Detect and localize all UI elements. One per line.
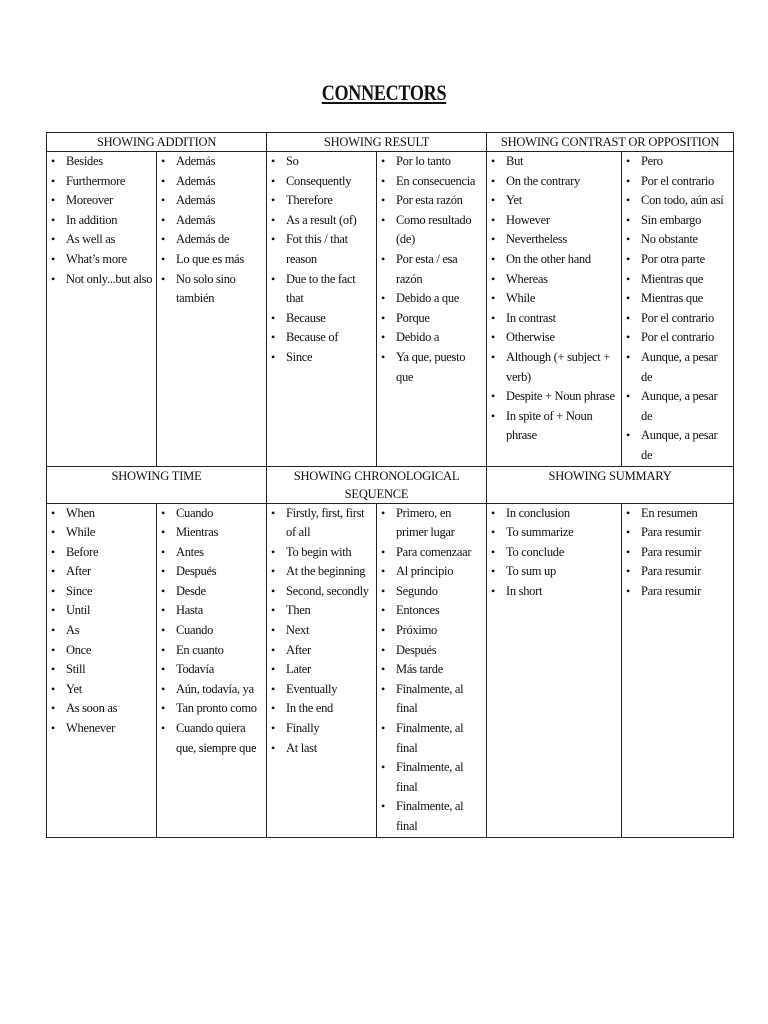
connector-list [377, 504, 486, 837]
list-item: • Además [157, 152, 266, 172]
list-item: • At last [267, 739, 376, 759]
list-item: • Por otra parte [622, 250, 733, 270]
addition-spanish-column [157, 152, 267, 467]
list-item: • In spite of + Noun phrase [487, 407, 621, 446]
list-item: • Consequently [267, 172, 376, 192]
header-showing-contrast: SHOWING CONTRAST OR OPPOSITION [487, 133, 734, 152]
list-item: • As well as [47, 230, 156, 250]
connector-list [157, 504, 266, 759]
list-item: • Por el contrario [622, 328, 733, 348]
list-item: • As a result (of) [267, 211, 376, 231]
list-item: • So [267, 152, 376, 172]
header-row-top [47, 133, 734, 152]
connector-list [487, 152, 621, 446]
list-item: • Fot this / that reason [267, 230, 376, 269]
connector-list [377, 152, 486, 387]
list-item: • In contrast [487, 309, 621, 329]
list-item: • Aunque, a pesar de [622, 426, 733, 465]
list-item: • Aunque, a pesar de [622, 348, 733, 387]
list-item: • To summarize [487, 523, 621, 543]
list-item: • As soon as [47, 699, 156, 719]
list-item: • Later [267, 660, 376, 680]
list-item: • No solo sino también [157, 270, 266, 309]
list-item: • Ya que, puesto que [377, 348, 486, 387]
list-item: • Para resumir [622, 562, 733, 582]
addition-english-column [47, 152, 157, 467]
connector-list [267, 504, 376, 759]
list-item: • On the other hand [487, 250, 621, 270]
list-item: • Con todo, aún así [622, 191, 733, 211]
list-item: • In short [487, 582, 621, 602]
list-item: • Pero [622, 152, 733, 172]
list-item: • Por esta razón [377, 191, 486, 211]
list-item: • Debido a que [377, 289, 486, 309]
list-item: • Still [47, 660, 156, 680]
header-showing-time: SHOWING TIME [47, 466, 267, 503]
list-item: • Because [267, 309, 376, 329]
list-item: • Entonces [377, 601, 486, 621]
list-item: • Finalmente, al final [377, 719, 486, 758]
list-item: • Por el contrario [622, 172, 733, 192]
list-item: • En consecuencia [377, 172, 486, 192]
list-item: • On the contrary [487, 172, 621, 192]
list-item: • Porque [377, 309, 486, 329]
list-item: • Finalmente, al final [377, 758, 486, 797]
list-item: • Para comenzaar [377, 543, 486, 563]
list-item: • Finally [267, 719, 376, 739]
summary-spanish-column [622, 503, 734, 837]
list-item: • Por lo tanto [377, 152, 486, 172]
list-item: • Sin embargo [622, 211, 733, 231]
list-item: • Since [47, 582, 156, 602]
list-item: • Hasta [157, 601, 266, 621]
list-item: • What’s more [47, 250, 156, 270]
connectors-table [46, 132, 734, 838]
list-item: • Para resumir [622, 543, 733, 563]
list-item: • As [47, 621, 156, 641]
list-item: • En resumen [622, 504, 733, 524]
list-item: • But [487, 152, 621, 172]
list-item: • Por el contrario [622, 309, 733, 329]
list-item: • Primero, en primer lugar [377, 504, 486, 543]
list-item: • Tan pronto como [157, 699, 266, 719]
list-item: • Next [267, 621, 376, 641]
list-item: • After [47, 562, 156, 582]
list-item: • En cuanto [157, 641, 266, 661]
body-row-top [47, 152, 734, 467]
list-item: • Mientras que [622, 289, 733, 309]
list-item: • Whenever [47, 719, 156, 739]
list-item: • Finalmente, al final [377, 680, 486, 719]
list-item: • Besides [47, 152, 156, 172]
header-showing-result: SHOWING RESULT [267, 133, 487, 152]
list-item: • Además de [157, 230, 266, 250]
list-item: • Moreover [47, 191, 156, 211]
list-item: • Después [377, 641, 486, 661]
list-item: • Cuando quiera que, siempre que [157, 719, 266, 758]
list-item: • Antes [157, 543, 266, 563]
list-item: • Próximo [377, 621, 486, 641]
time-spanish-column [157, 503, 267, 837]
list-item: • While [487, 289, 621, 309]
list-item: • Whereas [487, 270, 621, 290]
list-item: • Yet [487, 191, 621, 211]
list-item: • Second, secondly [267, 582, 376, 602]
list-item: • Therefore [267, 191, 376, 211]
list-item: • In addition [47, 211, 156, 231]
list-item: • Firstly, first, first of all [267, 504, 376, 543]
header-row-bottom [47, 466, 734, 503]
list-item: • Despite + Noun phrase [487, 387, 621, 407]
list-item: • Due to the fact that [267, 270, 376, 309]
list-item: • To begin with [267, 543, 376, 563]
list-item: • Para resumir [622, 582, 733, 602]
list-item: • Debido a [377, 328, 486, 348]
list-item: • Because of [267, 328, 376, 348]
list-item: • Además [157, 191, 266, 211]
result-english-column [267, 152, 377, 467]
list-item: • Nevertheless [487, 230, 621, 250]
connector-list [157, 152, 266, 309]
list-item: • Yet [47, 680, 156, 700]
list-item: • Furthermore [47, 172, 156, 192]
list-item: • Como resultado (de) [377, 211, 486, 250]
list-item: • Segundo [377, 582, 486, 602]
connector-list [267, 152, 376, 368]
list-item: • After [267, 641, 376, 661]
list-item: • To conclude [487, 543, 621, 563]
connector-list [487, 504, 621, 602]
list-item: • Mientras [157, 523, 266, 543]
list-item: • Although (+ subject + verb) [487, 348, 621, 387]
list-item: • Before [47, 543, 156, 563]
list-item: • Para resumir [622, 523, 733, 543]
list-item: • Finalmente, al final [377, 797, 486, 836]
summary-english-column [487, 503, 622, 837]
list-item: • Mientras que [622, 270, 733, 290]
time-english-column [47, 503, 157, 837]
list-item: • Cuando [157, 504, 266, 524]
page-title: CONNECTORS [321, 80, 447, 105]
body-row-bottom [47, 503, 734, 837]
result-spanish-column [377, 152, 487, 467]
list-item: • Aunque, a pesar de [622, 387, 733, 426]
header-showing-addition: SHOWING ADDITION [47, 133, 267, 152]
list-item: • Otherwise [487, 328, 621, 348]
connector-list [622, 152, 733, 466]
list-item: • While [47, 523, 156, 543]
list-item: • Al principio [377, 562, 486, 582]
list-item: • Aún, todavía, ya [157, 680, 266, 700]
list-item: • In the end [267, 699, 376, 719]
list-item: • No obstante [622, 230, 733, 250]
list-item: • Since [267, 348, 376, 368]
list-item: • When [47, 504, 156, 524]
connector-list [47, 152, 156, 289]
list-item: • Once [47, 641, 156, 661]
list-item: • Eventually [267, 680, 376, 700]
list-item: • In conclusion [487, 504, 621, 524]
list-item: • Cuando [157, 621, 266, 641]
list-item: • Además [157, 211, 266, 231]
sequence-english-column [267, 503, 377, 837]
connector-list [622, 504, 733, 602]
list-item: • Todavía [157, 660, 266, 680]
header-showing-sequence: SHOWING CHRONOLOGICAL SEQUENCE [267, 466, 487, 503]
list-item: • Por esta / esa razón [377, 250, 486, 289]
list-item: • Not only...but also [47, 270, 156, 290]
list-item: • Lo que es más [157, 250, 266, 270]
list-item: • Then [267, 601, 376, 621]
list-item: • Después [157, 562, 266, 582]
connector-list [47, 504, 156, 739]
list-item: • Además [157, 172, 266, 192]
header-showing-summary: SHOWING SUMMARY [487, 466, 734, 503]
list-item: • Until [47, 601, 156, 621]
sequence-spanish-column [377, 503, 487, 837]
list-item: • However [487, 211, 621, 231]
list-item: • Desde [157, 582, 266, 602]
contrast-spanish-column [622, 152, 734, 467]
list-item: • At the beginning [267, 562, 376, 582]
list-item: • To sum up [487, 562, 621, 582]
list-item: • Más tarde [377, 660, 486, 680]
contrast-english-column [487, 152, 622, 467]
